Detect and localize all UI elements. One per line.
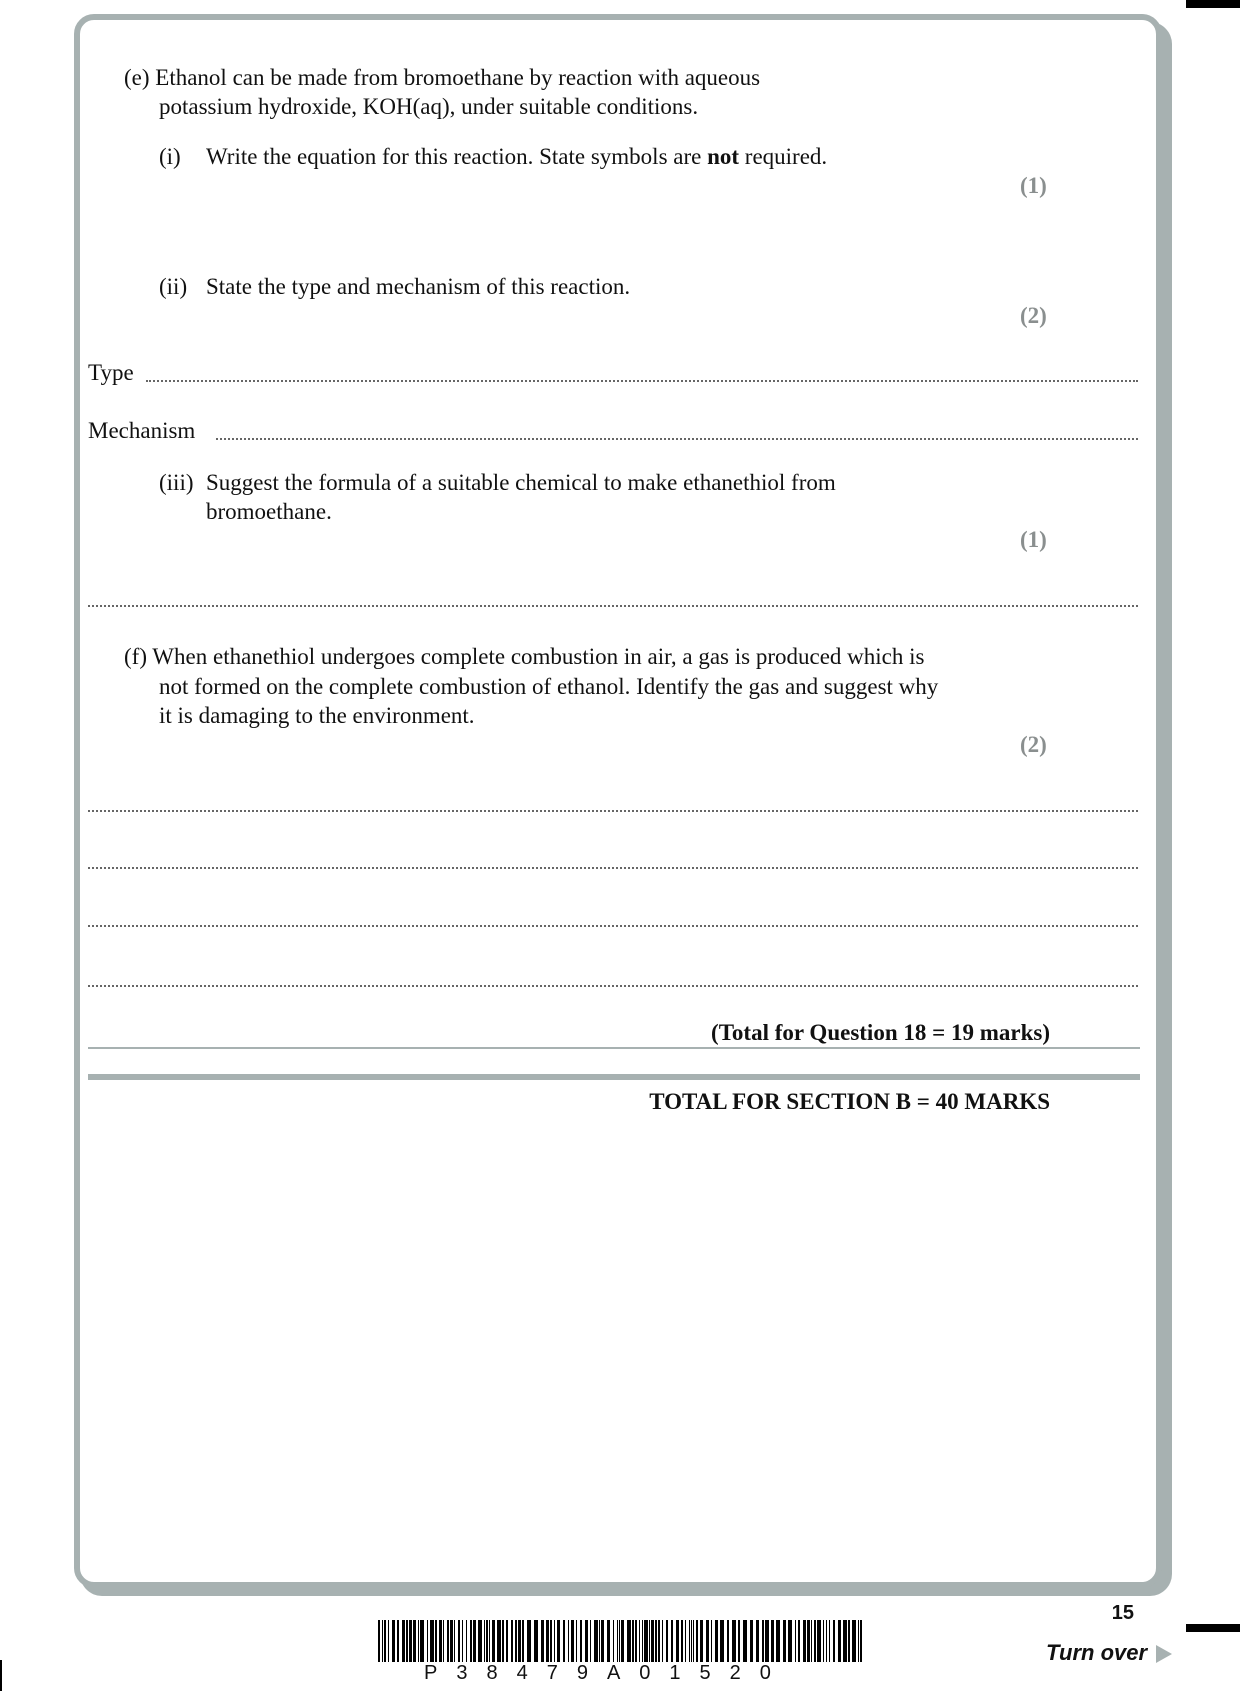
barcode-bar [430,1620,434,1662]
barcode-bar [397,1620,399,1662]
top-edge-bar [1186,0,1240,8]
barcode-bar [619,1620,620,1662]
question-f-marks: (2) [1020,732,1047,757]
part-i-text-before: Write the equation for this reaction. State symbols are [206,144,708,169]
barcode-bar [427,1620,428,1662]
question-total-rule [88,1047,1140,1049]
barcode-bar [599,1620,600,1662]
barcode-bar [497,1620,501,1662]
question-f-line1: (f) When ethanethiol undergoes complete combustion in air, a gas is produced which is [124,644,925,669]
barcode-bar [642,1620,643,1662]
part-i-text [206,142,827,171]
barcode-bar [644,1620,648,1662]
barcode-bar [484,1620,485,1662]
barcode-bar [803,1620,806,1662]
barcode-bar [720,1620,724,1662]
barcode-bar [743,1620,747,1662]
barcode-bar [715,1620,718,1662]
part-ii-marks: (2) [1020,303,1047,328]
barcode-bar [617,1620,618,1662]
barcode-bar [833,1620,835,1662]
part-ii-label: (ii) [159,274,188,299]
barcode-bar [860,1620,862,1662]
barcode-bar [447,1620,449,1662]
section-total: TOTAL FOR SECTION B = 40 MARKS [649,1089,1050,1114]
barcode-bar [852,1620,856,1662]
barcode-bar [568,1620,569,1662]
type-answer-line[interactable] [146,380,1138,382]
barcode-bar [711,1620,712,1662]
barcode-bar [473,1620,476,1662]
barcode-bar [522,1620,524,1662]
barcode-bar [689,1620,690,1662]
barcode-bar [691,1620,692,1662]
barcode-bar [627,1620,631,1662]
barcode [378,1620,862,1662]
question-f-line3: it is damaging to the environment. [159,703,475,728]
question-e-intro-line1: (e) Ethanol can be made from bromoethane by reaction with aqueous [124,65,761,90]
barcode-bar [632,1620,634,1662]
barcode-bar [462,1620,463,1662]
page-number: 15 [1111,1602,1134,1624]
barcode-bar [527,1620,531,1662]
barcode-bar [541,1620,544,1662]
barcode-bar [807,1620,810,1662]
barcode-bar [732,1620,736,1662]
barcode-bar [518,1620,521,1662]
barcode-bar [738,1620,740,1662]
part-i-label: (i) [159,144,181,169]
mechanism-answer-line[interactable] [216,438,1138,440]
barcode-bar [492,1620,495,1662]
barcode-bar [848,1620,850,1662]
barcode-bar [858,1620,859,1662]
barcode-bar [454,1620,455,1662]
barcode-bar [478,1620,482,1662]
barcode-bar [655,1620,657,1662]
barcode-bar [681,1620,683,1662]
turn-over-arrow-icon [1156,1645,1172,1663]
barcode-text: P38479A01520 [424,1662,790,1684]
barcode-bar [534,1620,538,1662]
barcode-bar [585,1620,588,1662]
barcode-bar [511,1620,513,1662]
barcode-bar [443,1620,444,1662]
question-f-answer-line-1[interactable] [88,810,1138,812]
part-iii-marks: (1) [1020,527,1047,552]
question-f-answer-line-4[interactable] [88,985,1138,987]
bottom-edge-bar [1186,1624,1240,1632]
barcode-bar [382,1620,383,1662]
barcode-bar [601,1620,604,1662]
barcode-bar [409,1620,412,1662]
barcode-bar [814,1620,816,1662]
barcode-bar [439,1620,442,1662]
barcode-bar [676,1620,679,1662]
barcode-bar [798,1620,800,1662]
barcode-bar [450,1620,453,1662]
barcode-bar [838,1620,841,1662]
barcode-bar [402,1620,405,1662]
part-i-marks: (1) [1020,173,1047,198]
barcode-bar [829,1620,830,1662]
turn-over-text: Turn over [1046,1640,1148,1665]
barcode-bar [607,1620,610,1662]
barcode-bar [413,1620,416,1662]
barcode-bar [788,1620,792,1662]
barcode-bar [550,1620,552,1662]
barcode-bar [658,1620,660,1662]
barcode-bar [635,1620,637,1662]
barcode-bar [826,1620,827,1662]
barcode-bar [613,1620,614,1662]
barcode-bar [418,1620,419,1662]
barcode-bar [576,1620,577,1662]
barcode-bar [651,1620,654,1662]
barcode-bar [571,1620,574,1662]
barcode-bar [506,1620,508,1662]
part-iii-answer-line[interactable] [88,605,1138,607]
barcode-bar [706,1620,709,1662]
barcode-bar [817,1620,821,1662]
type-label: Type [88,360,134,385]
corner-tick [0,1660,2,1691]
barcode-bar [843,1620,847,1662]
barcode-bar [795,1620,796,1662]
barcode-bar [765,1620,769,1662]
question-f-line2: not formed on the complete combustion of ethanol. Identify the gas and suggest why [159,674,939,699]
question-f-answer-line-2[interactable] [88,867,1138,869]
barcode-bar [515,1620,517,1662]
question-total: (Total for Question 18 = 19 marks) [711,1020,1050,1045]
barcode-bar [776,1620,780,1662]
part-i-text-after: required. [739,144,828,169]
barcode-bar [489,1620,490,1662]
barcode-bar [662,1620,663,1662]
barcode-bar [811,1620,812,1662]
barcode-bar [557,1620,560,1662]
barcode-bar [502,1620,504,1662]
barcode-bar [693,1620,694,1662]
barcode-bar [590,1620,591,1662]
barcode-bar [420,1620,424,1662]
part-iii-line2: bromoethane. [206,499,332,524]
part-ii-text: State the type and mechanism of this reaction. [206,274,631,299]
question-f-answer-line-3[interactable] [88,925,1138,927]
barcode-bar [470,1620,472,1662]
barcode-bar [378,1620,380,1662]
barcode-bar [750,1620,753,1662]
mechanism-label: Mechanism [88,418,196,443]
barcode-bar [685,1620,686,1662]
barcode-bar [435,1620,437,1662]
barcode-bar [700,1620,703,1662]
barcode-bar [621,1620,624,1662]
barcode-bar [594,1620,598,1662]
barcode-bar [771,1620,774,1662]
barcode-bar [563,1620,565,1662]
part-i-text-bold: not [707,144,740,169]
barcode-bar [639,1620,640,1662]
barcode-bar [554,1620,555,1662]
barcode-bar [671,1620,673,1662]
barcode-bar [466,1620,467,1662]
barcode-bar [649,1620,650,1662]
barcode-bar [756,1620,759,1662]
barcode-bar [392,1620,395,1662]
barcode-bar [486,1620,488,1662]
part-iii-line1: Suggest the formula of a suitable chemical to make ethanethiol from [206,470,836,495]
barcode-bar [384,1620,386,1662]
barcode-bar [762,1620,764,1662]
barcode-bar [458,1620,460,1662]
section-divider-rule [88,1074,1140,1080]
barcode-bar [406,1620,408,1662]
barcode-bar [727,1620,729,1662]
barcode-bar [783,1620,786,1662]
answer-frame [74,14,1162,1588]
question-e-intro-line2: potassium hydroxide, KOH(aq), under suitable conditions. [159,94,699,119]
barcode-bar [823,1620,824,1662]
barcode-bar [580,1620,582,1662]
part-iii-label: (iii) [159,470,194,495]
barcode-bar [388,1620,389,1662]
barcode-bar [666,1620,668,1662]
barcode-bar [546,1620,549,1662]
barcode-bar [696,1620,698,1662]
